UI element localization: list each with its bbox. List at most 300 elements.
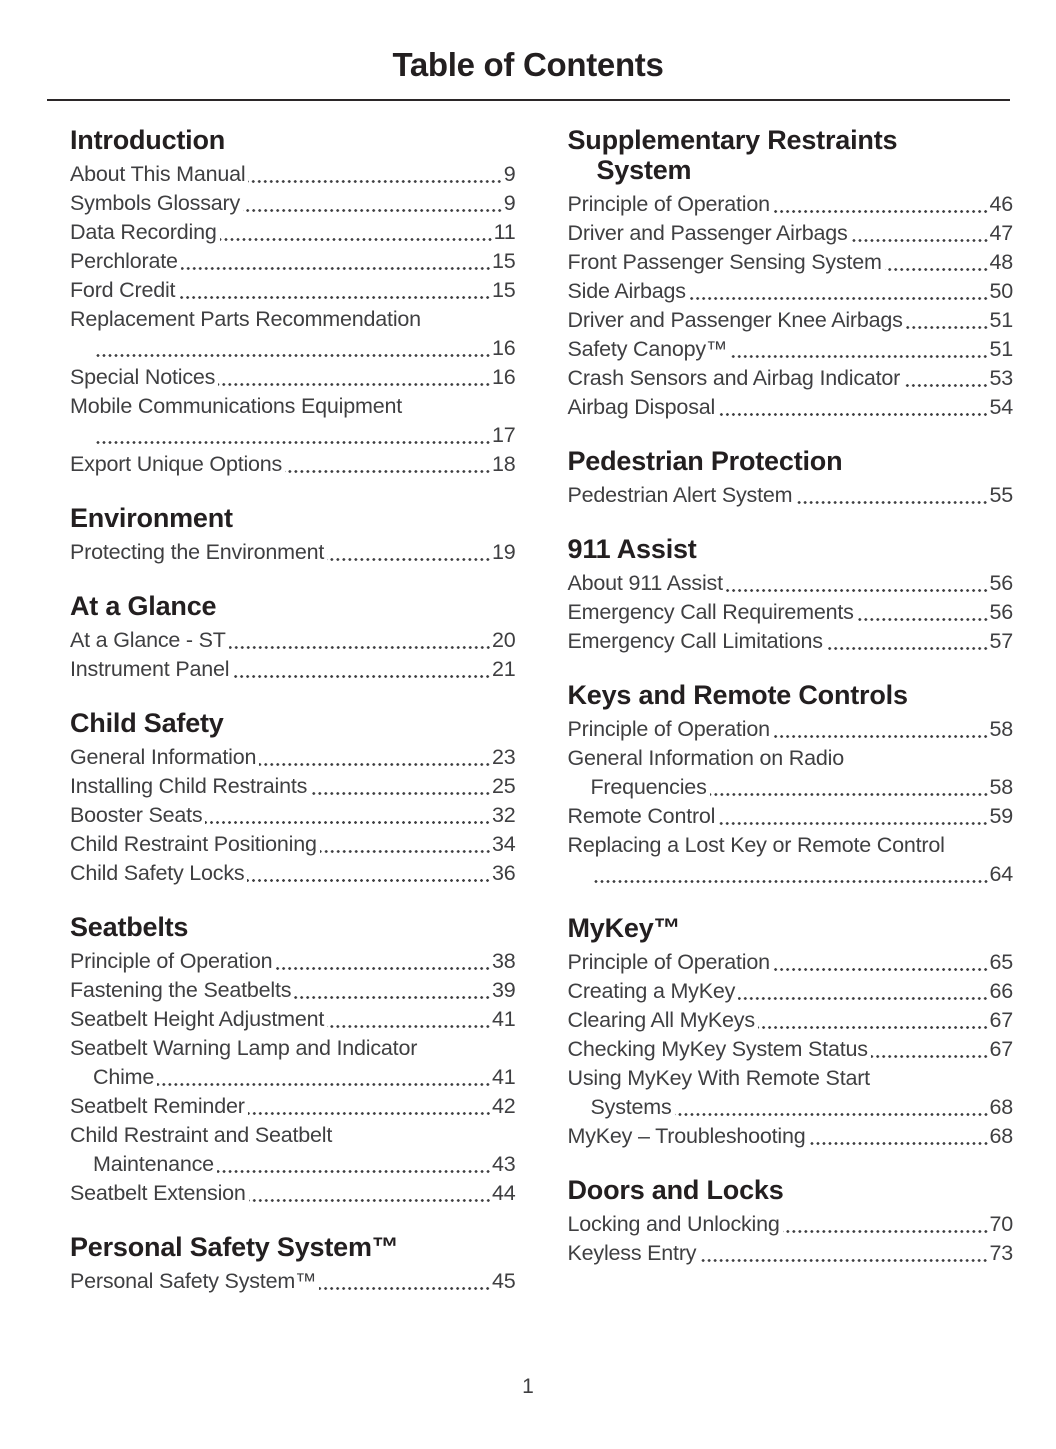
toc-entry [70,743,516,772]
entry-label: Driver and Passenger Airbags [567,221,848,245]
entry-leader-row [568,598,1014,627]
section-heading [70,503,516,533]
entry-label: Seatbelt Reminder [70,1094,245,1118]
entry-label: MyKey – Troubleshooting [567,1124,806,1148]
toc-entry [70,160,516,189]
toc-entry [568,977,1014,1006]
entry-label: Emergency Call Limitations [567,629,823,653]
section-heading-line: Personal Safety System™ [70,1232,399,1262]
dot-leader [294,994,491,1001]
toc-section [70,708,516,888]
entry-page-number: 43 [491,1152,516,1176]
entry-leader-row [70,160,516,189]
section-heading-line: Pedestrian Protection [567,446,843,476]
dot-leader [773,208,989,215]
entry-leader-row [70,218,516,247]
entry-label: Emergency Call Requirements [567,600,854,624]
entry-page-number: 41 [491,1007,516,1031]
entry-page-number: 21 [491,657,516,681]
toc-section [568,913,1014,1151]
entry-page-number: 55 [989,483,1013,507]
entry-leader-row [70,1179,516,1208]
toc-entry-list [568,569,1014,656]
toc-entry-list [70,626,516,684]
toc-entry [70,392,516,450]
toc-entry [568,481,1014,510]
toc-entry-list [70,160,516,479]
section-heading-line: Introduction [70,125,226,155]
toc-entry [70,830,516,859]
dot-leader [594,878,989,885]
toc-entry [568,393,1014,422]
entry-leader-row [70,626,516,655]
entry-label: Driver and Passenger Knee Airbags [567,308,903,332]
toc-column [568,125,1014,1296]
dot-leader [773,733,989,740]
entry-leader-row [568,1122,1014,1151]
section-heading-line: Environment [70,503,233,533]
entry-leader-row [70,538,516,567]
toc-entry [70,363,516,392]
entry-label: Replacing a Lost Key or Remote Control [567,833,945,857]
section-heading [70,125,516,155]
toc-entry [568,335,1014,364]
entry-page-number: 38 [491,949,516,973]
entry-leader-row [568,802,1014,831]
entry-label: Instrument Panel [70,657,230,681]
entry-leader-row [568,481,1014,510]
toc-entry [70,276,516,305]
entry-leader-row [70,276,516,305]
entry-leader-row [93,421,516,450]
entry-page-number: 16 [491,336,516,360]
toc-entry-list [70,538,516,567]
entry-leader-row [591,1093,1014,1122]
toc-entry [70,947,516,976]
entry-page-number: 56 [989,600,1013,624]
entry-label: General Information [70,745,257,769]
entry-page-number: 51 [989,337,1013,361]
entry-leader-row [70,859,516,888]
entry-page-number: 59 [989,804,1013,828]
dot-leader [730,353,988,360]
dot-leader [851,237,989,244]
entry-leader-row [568,277,1014,306]
entry-page-number: 65 [989,950,1013,974]
dot-leader [327,1023,491,1030]
section-heading [568,125,1014,185]
dot-leader [275,965,491,972]
dot-leader [903,382,988,389]
dot-leader [320,848,491,855]
entry-page-number: 36 [491,861,516,885]
dot-leader [689,295,989,302]
entry-label: Airbag Disposal [567,395,716,419]
entry-label: Safety Canopy™ [567,337,728,361]
entry-page-number: 68 [989,1095,1013,1119]
toc-entry [70,218,516,247]
entry-leader-row [568,1006,1014,1035]
toc-entry [70,538,516,567]
section-heading-line: At a Glance [70,591,217,621]
toc-entry [568,364,1014,393]
entry-page-number: 20 [491,628,516,652]
toc-entry [70,626,516,655]
toc-section [70,591,516,684]
entry-label-continued: Chime [93,1065,155,1089]
dot-leader [259,761,491,768]
entry-label: Remote Control [567,804,716,828]
entry-page-number: 23 [491,745,516,769]
toc-entry-list [568,715,1014,889]
dot-leader [178,294,491,301]
entry-label: Child Restraint Positioning [70,832,317,856]
toc-section [568,1175,1014,1268]
toc-entry-list [568,190,1014,422]
entry-page-number: 15 [491,249,516,273]
toc-entry-list [70,1267,516,1296]
dot-leader [157,1081,491,1088]
entry-label: Booster Seats [70,803,203,827]
toc-entry-list [70,947,516,1208]
toc-entry [70,1121,516,1179]
entry-leader-row [568,627,1014,656]
toc-entry [568,277,1014,306]
section-heading-line: Seatbelts [70,912,189,942]
section-heading [70,708,516,738]
entry-page-number: 73 [989,1241,1013,1265]
toc-entry [568,569,1014,598]
entry-leader-row [70,830,516,859]
entry-label: About This Manual [70,162,246,186]
section-heading [568,913,1014,943]
entry-leader-row [568,1035,1014,1064]
dot-leader [220,236,493,243]
entry-leader-row [70,976,516,1005]
entry-page-number: 44 [491,1181,516,1205]
dot-leader [96,439,491,446]
page-title: Table of Contents [392,46,664,83]
toc-entry [70,976,516,1005]
entry-leader-row [591,773,1014,802]
entry-leader-row [568,948,1014,977]
toc-entry [568,744,1014,802]
entry-page-number: 57 [989,629,1013,653]
toc-entry [568,715,1014,744]
entry-leader-row [568,1239,1014,1268]
dot-leader [218,381,491,388]
dot-leader [229,644,491,651]
entry-label: General Information on Radio [567,746,844,770]
entry-label: Crash Sensors and Airbag Indicator [567,366,901,390]
entry-leader-row [70,1005,516,1034]
entry-page-number: 51 [989,308,1013,332]
toc-section [70,912,516,1208]
entry-page-number: 18 [491,452,516,476]
entry-label: Child Restraint and Seatbelt [70,1123,333,1147]
section-heading [568,446,1014,476]
entry-page-number: 25 [491,774,516,798]
dot-leader [906,324,989,331]
toc-entry [568,627,1014,656]
dot-leader [885,266,989,273]
entry-page-number: 54 [989,395,1013,419]
entry-leader-row [568,393,1014,422]
entry-leader-row [70,801,516,830]
dot-leader [773,966,989,973]
section-heading-line: Child Safety [70,708,224,738]
toc-entry [568,802,1014,831]
entry-label-continued: Frequencies [590,775,707,799]
entry-leader-row [70,363,516,392]
toc-entry [70,859,516,888]
entry-page-number: 19 [491,540,516,564]
toc-column [70,125,516,1296]
toc-entry [70,655,516,684]
entry-leader-row [93,1150,516,1179]
dot-leader [699,1257,988,1264]
toc-section [70,1232,516,1296]
toc-entry [568,190,1014,219]
entry-leader-row [568,977,1014,1006]
entry-page-number: 11 [493,220,516,244]
section-heading-line: Keys and Remote Controls [567,680,908,710]
dot-leader [247,877,491,884]
entry-label: Special Notices [70,365,216,389]
entry-label: Personal Safety System™ [70,1269,317,1293]
entry-leader-row [70,189,516,218]
entry-label: Clearing All MyKeys [567,1008,755,1032]
dot-leader [243,207,503,214]
section-heading-line: MyKey™ [567,913,681,943]
entry-label: Principle of Operation [70,949,273,973]
entry-leader-row [568,219,1014,248]
entry-label: Symbols Glossary [70,191,241,215]
section-heading [70,912,516,942]
entry-leader-row [70,450,516,479]
dot-leader [795,499,988,506]
section-heading [568,1175,1014,1205]
entry-leader-row [568,715,1014,744]
toc-entry-list [568,1210,1014,1268]
toc-entry [70,189,516,218]
entry-page-number: 47 [989,221,1013,245]
entry-page-number: 66 [989,979,1013,1003]
toc-section [568,534,1014,656]
toc-entry [70,1092,516,1121]
dot-leader [310,790,491,797]
entry-page-number: 9 [503,191,516,215]
entry-label: Seatbelt Warning Lamp and Indicator [70,1036,418,1060]
toc-section [568,680,1014,889]
entry-label: Side Airbags [567,279,686,303]
entry-leader-row [568,1210,1014,1239]
section-heading-line: System [596,155,692,185]
toc-columns [70,125,1013,1296]
dot-leader [783,1228,989,1235]
toc-entry [568,1239,1014,1268]
toc-entry [70,450,516,479]
page-header [0,0,1056,84]
toc-entry-list [568,948,1014,1151]
entry-label: Ford Credit [70,278,176,302]
entry-label: At a Glance - ST [70,628,226,652]
entry-label-continued: Maintenance [93,1152,214,1176]
toc-entry [568,1064,1014,1122]
dot-leader [726,587,989,594]
toc-entry-list [568,481,1014,510]
entry-page-number: 53 [989,366,1013,390]
dot-leader [857,616,989,623]
entry-label: Perchlorate [70,249,178,273]
toc-entry [568,1006,1014,1035]
entry-leader-row [568,190,1014,219]
entry-label: Front Passenger Sensing System [567,250,882,274]
entry-page-number: 41 [491,1065,516,1089]
entry-label: Locking and Unlocking [567,1212,780,1236]
dot-leader [205,819,491,826]
entry-page-number: 58 [989,775,1013,799]
section-heading-line: 911 Assist [567,534,697,564]
entry-page-number: 16 [491,365,516,389]
toc-section [70,503,516,567]
entry-label: Keyless Entry [567,1241,697,1265]
entry-page-number: 70 [989,1212,1013,1236]
footer-page-number: 1 [522,1375,534,1398]
entry-page-number: 67 [989,1008,1013,1032]
entry-label: Replacement Parts Recommendation [70,307,421,331]
section-heading [568,680,1014,710]
entry-leader-row [568,569,1014,598]
entry-label: Checking MyKey System Status [567,1037,868,1061]
entry-page-number: 64 [989,862,1013,886]
entry-leader-row [70,247,516,276]
dot-leader [232,673,491,680]
dot-leader [248,1110,491,1117]
entry-leader-row [70,1092,516,1121]
entry-leader-row [93,1063,516,1092]
toc-entry [568,598,1014,627]
entry-label: Fastening the Seatbelts [70,978,292,1002]
toc-section [568,125,1014,422]
entry-label: Seatbelt Extension [70,1181,246,1205]
entry-label: About 911 Assist [567,571,723,595]
entry-label: Mobile Communications Equipment [70,394,402,418]
entry-leader-row [93,334,516,363]
dot-leader [319,1285,491,1292]
entry-leader-row [591,860,1014,889]
entry-label: Principle of Operation [567,192,770,216]
toc-entry [70,801,516,830]
dot-leader [327,556,491,563]
dot-leader [718,820,988,827]
toc-entry [568,248,1014,277]
dot-leader [248,178,502,185]
entry-leader-row [568,335,1014,364]
dot-leader [249,1197,491,1204]
toc-entry [70,247,516,276]
entry-leader-row [568,364,1014,393]
toc-entry [70,1179,516,1208]
entry-page-number: 46 [989,192,1013,216]
entry-page-number: 56 [989,571,1013,595]
entry-page-number: 15 [491,278,516,302]
entry-page-number: 17 [491,423,516,447]
section-heading [70,591,516,621]
entry-page-number: 50 [989,279,1013,303]
dot-leader [871,1053,989,1060]
toc-entry [70,1267,516,1296]
entry-label: Pedestrian Alert System [567,483,793,507]
toc-entry [70,305,516,363]
toc-entry [70,1034,516,1092]
dot-leader [217,1168,491,1175]
entry-label: Seatbelt Height Adjustment [70,1007,325,1031]
entry-label: Export Unique Options [70,452,283,476]
dot-leader [809,1140,989,1147]
dot-leader [738,995,988,1002]
dot-leader [181,265,491,272]
entry-label: Data Recording [70,220,217,244]
toc-entry [568,1210,1014,1239]
toc-entry [70,1005,516,1034]
toc-entry [568,306,1014,335]
entry-page-number: 32 [491,803,516,827]
entry-leader-row [70,743,516,772]
entry-page-number: 68 [989,1124,1013,1148]
toc-entry-list [70,743,516,888]
dot-leader [96,352,491,359]
toc-entry [568,831,1014,889]
dot-leader [758,1024,989,1031]
toc-entry [568,1122,1014,1151]
entry-leader-row [70,947,516,976]
entry-label: Principle of Operation [567,717,770,741]
entry-page-number: 67 [989,1037,1013,1061]
toc-section [70,125,516,479]
entry-label: Installing Child Restraints [70,774,308,798]
entry-page-number: 39 [491,978,516,1002]
section-heading-line: Supplementary Restraints [567,125,898,155]
dot-leader [285,468,491,475]
entry-leader-row [568,306,1014,335]
toc-entry [568,948,1014,977]
entry-leader-row [568,248,1014,277]
entry-leader-row [70,1267,516,1296]
dot-leader [826,645,989,652]
entry-label: Creating a MyKey [567,979,736,1003]
toc-section [568,446,1014,510]
entry-page-number: 45 [491,1269,516,1293]
entry-leader-row [70,655,516,684]
toc-entry [568,1035,1014,1064]
toc-entry [70,772,516,801]
title-divider [47,99,1010,101]
entry-label-continued: Systems [590,1095,672,1119]
entry-leader-row [70,772,516,801]
section-heading [568,534,1014,564]
entry-label: Using MyKey With Remote Start [567,1066,870,1090]
entry-page-number: 48 [989,250,1013,274]
section-heading [70,1232,516,1262]
entry-label: Protecting the Environment [70,540,325,564]
entry-page-number: 42 [491,1094,516,1118]
dot-leader [675,1111,989,1118]
entry-page-number: 58 [989,717,1013,741]
toc-entry [568,219,1014,248]
entry-page-number: 34 [491,832,516,856]
section-heading-line: Doors and Locks [567,1175,784,1205]
